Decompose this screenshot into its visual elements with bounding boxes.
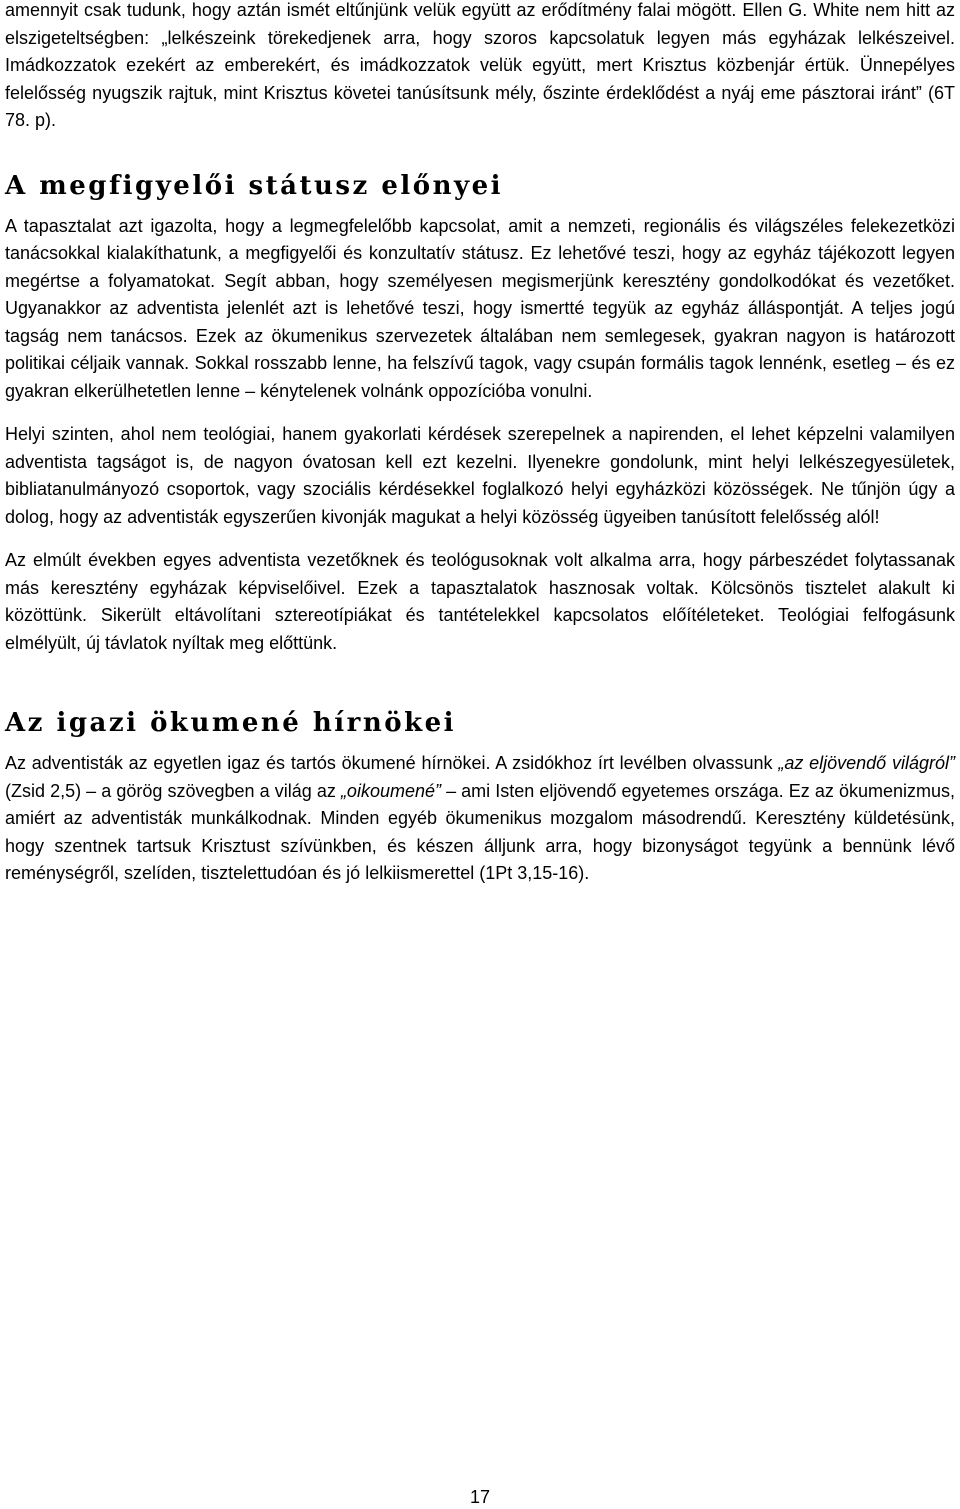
body-paragraph (5, 750, 955, 888)
section-heading-true-ecumene: Az igazi ökumené hírnökei (5, 708, 457, 738)
text-run: Az adventisták az egyetlen igaz és tartós ökumené hírnökei. A zsidókhoz írt levélben olvassunk (5, 753, 779, 773)
page-number: 17 (469, 1487, 491, 1507)
text-run: – ami Isten eljövendő egyetemes országa. Ez az ökumenizmus, amiért az adventisták munkálkodnak. Minden egyéb ökumenikus mozgalom másodrendű. Keresztény küldetésünk, hogy szentnek tartsuk Krisztust szívünkben, és készen álljunk arra, hogy bizonyságot tegyünk a bennünk lévő reménységről, szelíden, tisztelettudóan és jó lelkiismerettel (1Pt 3,15-16). (5, 780, 955, 883)
italic-term: „oikoumené” (340, 780, 441, 801)
body-paragraph: Az elmúlt években egyes adventista vezetőknek és teológusoknak volt alkalma arra, hogy párbeszédet folytassanak más keresztény egyházak képviselőivel. Ezek a tapasztalatok hasznosak voltak. Kölcsönös tisztelet alakult ki közöttünk. Sikerült eltávolítani sztereotípiákat és tantételekkel kapcsolatos előítéleteket. Teológiai felfogásunk elmélyült, új távlatok nyíltak meg előttünk. (5, 550, 955, 653)
text-run: (Zsid 2,5) – a görög szövegben a világ az (5, 780, 341, 801)
body-paragraph: A tapasztalat azt igazolta, hogy a legmegfelelőbb kapcsolat, amit a nemzeti, regionális és világszéles felekezetközi tanácsokkal kialakíthatunk, a megfigyelői és konzultatív státusz. Ez lehetővé teszi, hogy az egyház tájékozott legyen megértse a folyamatokat. Segít abban, hogy személyesen megismerjünk keresztény gondolkodókat és vezetőket. Ugyanakkor az adventista jelenlét azt is lehetővé teszi, hogy ismertté tegyük az egyház álláspontját. A teljes jogú tagság nem tanácsos. Ezek az ökumenikus szervezetek általában nem semlegesek, gyakran nagyon is határozott politikai céljaik vannak. Sokkal rosszabb lenne, ha felszívű tagok, vagy csupán formális tagok lennénk, esetleg – és ez gyakran elkerülhetetlen lenne – kénytelenek volnánk oppozícióba vonulni. (5, 215, 955, 401)
italic-quote: „az eljövendő világról” (778, 753, 955, 773)
section-heading-observer-status: A megfigyelői státusz előnyei (5, 170, 504, 201)
intro-paragraph: amennyit csak tudunk, hogy aztán ismét eltűnjünk velük együtt az erődítmény falai mögött. Ellen G. White nem hitt az elszigeteltségben: „lelkészeink törekedjenek arra, hogy szoros kapcsolatuk legyen más egyházak lelkészeivel. Imádkozzatok ezekért az emberekért, és imádkozzatok velük együtt, mert Krisztus közbenjár értük. Ünnepélyes felelősség nyugszik rajtuk, mint Krisztus követei tanúsítsunk mély, őszinte érdeklődést a nyáj eme pásztorai iránt” (6T 78. p). (5, 0, 955, 130)
body-paragraph: Helyi szinten, ahol nem teológiai, hanem gyakorlati kérdések szerepelnek a napirenden, el lehet képzelni valamilyen adventista tagságot is, de nagyon óvatosan kell ezt kezelni. Ilyenekre gondolunk, mint helyi lelkészegyesületek, bibliatanulmányozó csoportok, vagy szociális kérdésekkel foglalkozó helyi egyházközi közösségek. Ne tűnjön úgy a dolog, hogy az adventisták egyszerűen kivonják magukat a helyi közösség ügyeiben tanúsított felelősség alól! (5, 424, 955, 527)
